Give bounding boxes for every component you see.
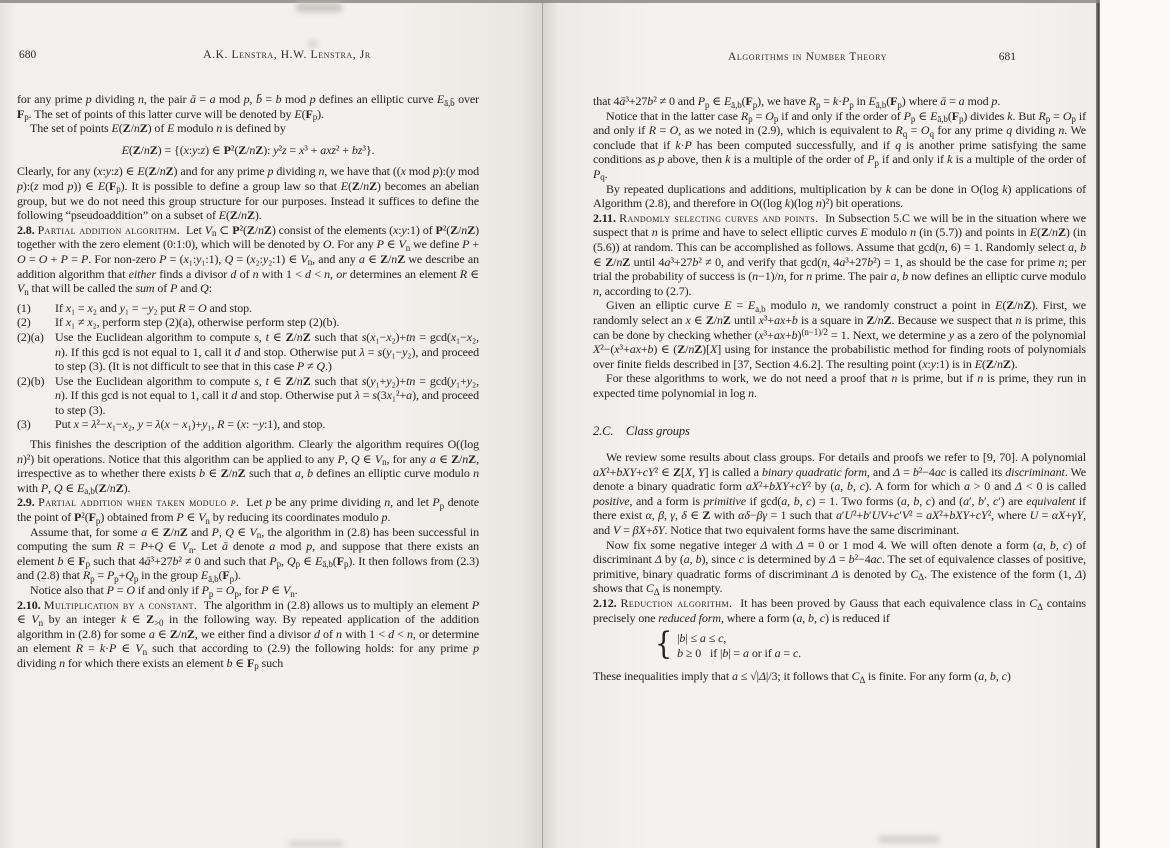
step-text: Use the Euclidean algorithm to compute s, t ∈ Z/nZ such that s(y₁+y₂)+tn = gcd(y₁+y₂, n). If this gcd is not equal to 1, call it d and stop. Otherwise put λ = s(3x₁²+a), and proceed to step (3). [55, 373, 480, 417]
section-paragraph: 2.9. Partial addition when taken modulo p. Let p be any prime dividing n, and let $P_p$ denote the point of $P^2(F_p)$ obtained from P ∈ $V_n$ by reducing its coordinates modulo p. [17, 495, 479, 526]
section-title: Partial addition when taken modulo p. [38, 495, 240, 510]
scan-artifact [308, 40, 317, 48]
paragraph: Notice that in the latter case $R_p = O_p$ if and only if the order of $P_p$ ∈ $E_{ā,b}(F_p)$ divides k. But $R_p = O_p$ if and only if R = O, as we noted in (2.9), which is equivalent to $R_q = O_q$ for any prime q dividing n. We conclude that if k·P has been computed successfully, and if q is another prime satisfying the same conditions as p above, then k is a multiple of the order of $P_p$ if and only if k is a multiple of the order of $P_q$. [593, 108, 1087, 183]
section-title: Reduction algorithm. [620, 596, 733, 610]
page-edge-line [1096, 0, 1100, 848]
right-running-head-row [593, 50, 1086, 64]
section-paragraph: 2.12. Reduction algorithm. It has been proved by Gauss that each equivalence class in $C_\Delta$ contains precisely one reduced form, where a form (a, b, c) is reduced if [593, 596, 1086, 625]
paragraph: Now fix some negative integer Δ with Δ ≡ 0 or 1 mod 4. We will often denote a form (a, b, c) of discriminant Δ by (a, b), since c is determined by Δ = b²−4ac. The set of equivalence classes of positive, primitive, binary quadratic forms of discriminant Δ is denoted by $C_\Delta$. The existence of the form (1, Δ) shows that $C_\Delta$ is nonempty. [593, 537, 1087, 597]
left-page-body [17, 92, 479, 671]
system-line: b ≥ 0 if |b| = a or if a = c. [677, 645, 802, 660]
algorithm-step [17, 301, 479, 316]
right-page-body [593, 94, 1086, 684]
running-head-right: Algorithms in Number Theory [728, 51, 887, 63]
page-number-left: 680 [19, 49, 37, 61]
display-equation-system [655, 627, 1086, 663]
section-title: Multiplication by a constant. [43, 597, 198, 612]
right-column [593, 50, 1086, 684]
left-column [17, 48, 479, 671]
step-label: (2) [17, 315, 31, 330]
paragraph: By repeated duplications and additions, multiplication by k can be done in O(log k) applications of Algorithm (2.8), and therefore in O((log k)(log n)²) bit operations. [593, 181, 1086, 211]
step-label: (2)(a) [17, 329, 44, 344]
gutter-crease [542, 0, 543, 848]
section-number: 2.9. [17, 495, 35, 510]
paragraph: These inequalities imply that a ≤ √|Δ|/3; it follows that $C_\Delta$ is finite. For any form (a, b, c) [593, 669, 1011, 685]
paragraph: for any prime p dividing n, the pair ā = a mod p, b̄ = b mod p defines an elliptic curve $E_{ā,b̄}$ over $F_p$. The set of points of this latter curve will be denoted by $E(F_p)$. [17, 92, 480, 123]
algorithm-step [17, 417, 479, 432]
step-label: (2)(b) [17, 373, 45, 388]
display-equation: E(Z/nZ) = {(x:y:z) ∈ P²(Z/nZ): y²z = x³ + axz² + bz³}. [121, 142, 375, 157]
algorithm-step [17, 374, 479, 418]
left-running-head-row [17, 48, 479, 62]
step-text: If x₁ ≠ x₂, perform step (2)(a), otherwise perform step (2)(b). [55, 315, 340, 330]
step-text: Put x = λ²−x₁−x₂, y = λ(x − x₁)+y₁, R = (x: −y:1), and stop. [55, 417, 326, 432]
section-number: 2.11. [593, 210, 616, 225]
section-title: Partial addition algorithm. [37, 222, 181, 237]
left-brace: { [655, 627, 673, 663]
section-paragraph: 2.10. Multiplication by a constant. The algorithm in (2.8) allows us to multiply an element P ∈ $V_n$ by an integer k ∈ $Z_{>0}$ in the following way. By repeated application of the addition algorithm in (2.8) for some a ∈ Z/nZ, we either find a divisor d of n with 1 < d < n, or determine an element R = k·P ∈ $V_n$ such that according to (2.9) the following holds: for any prime p dividing n for which there exists an element b ∈ $F_p$ such [17, 597, 480, 672]
paragraph: For these algorithms to work, we do not need a proof that n is prime, but if n is prime, they run in expected time polynomial in log n. [593, 371, 1086, 400]
subsection-heading: 2.C. Class groups [593, 424, 690, 439]
section-title: Randomly selecting curves and points. [619, 210, 819, 225]
paragraph: Given an elliptic curve $E = E_{a,b}$ modulo n, we randomly construct a point in E(Z/nZ). First, we randomly select an x ∈ Z/nZ until x³+ax+b is a square in Z/nZ. Because we suspect that n is prime, this can be done by checking whether $(x^3+ax+b)^{(n-1)/2} = 1$. Next, we determine y as a zero of the polynomial X²−(x³+ax+b) ∈ (Z/nZ)[X] using for instance the probabilistic method for finding roots of polynomials over finite fields described in [37, Section 4.6.2]. The resulting point (x:y:1) is in E(Z/nZ). [593, 298, 1087, 371]
system-line: |b| ≤ a ≤ c, [677, 631, 727, 646]
paragraph: Notice also that P = O if and only if $P_p = O_p$, for P ∈ $V_n$. [30, 583, 298, 599]
paragraph: The set of points E(Z/nZ) of E modulo n is defined by [30, 121, 286, 136]
page-number-right: 681 [998, 51, 1016, 63]
scan-artifact [878, 836, 940, 843]
paragraph: Assume that, for some a ∈ Z/nZ and P, Q ∈ $V_n$, the algorithm in (2.8) has been successful in computing the sum R = P+Q ∈ $V_n$. Let ā denote a mod p, and suppose that there exists an element b ∈ $F_p$ such that 4ā³+27b² ≠ 0 and such that $P_p$, $Q_p$ ∈ $E_{ā,b}(F_p)$. It then follows from (2.3) and (2.8) that $R_p = P_p+Q_p$ in the group $E_{ā,b}(F_p)$. [17, 524, 480, 584]
section-paragraph: 2.11. Randomly selecting curves and points. In Subsection 5.C we will be in the situation where we suspect that n is prime and have to select elliptic curves E modulo n (in (5.7)) and points in E(Z/nZ) (in (5.6)) at random. This can be accomplished as follows. Assume that gcd(n, 6) = 1. Randomly select a, b ∈ Z/nZ until 4a³+27b² ≠ 0, and verify that gcd(n, 4a³+27b²) = 1, as should be the case for prime n; per trial the probability of success is (n−1)/n, for n prime. The pair a, b now defines an elliptic curve modulo n, according to (2.7). [593, 210, 1087, 298]
algorithm-step [17, 315, 479, 330]
scan-top-shadow [0, 0, 1100, 3]
section-number: 2.12. [593, 596, 617, 610]
step-text: Use the Euclidean algorithm to compute s, t ∈ Z/nZ such that s(x₁−x₂)+tn = gcd(x₁−x₂, n). If this gcd is not equal to 1, call it d and stop. Otherwise put λ = s(y₁−y₂), and proceed to step (3). (It is not difficult to see that in this case P ≠ Q.) [55, 329, 480, 374]
step-label: (1) [17, 300, 31, 315]
scan-artifact [296, 3, 342, 12]
step-text: If x₁ = x₂ and y₁ = −y₂ put R = O and stop. [55, 300, 252, 315]
paragraph: This finishes the description of the addition algorithm. Clearly the algorithm requires O((log n)²) bit operations. Notice that this algorithm can be applied to any P, Q ∈ $V_n$, for any a ∈ Z/nZ, irrespective as to whether there exists b ∈ Z/nZ such that a, b defines an elliptic curve modulo n with P, Q ∈ $E_{a,b}(Z/nZ)$. [17, 437, 480, 497]
step-label: (3) [17, 417, 31, 432]
paragraph: We review some results about class groups. For details and proofs we refer to [9, 70]. A polynomial aX²+bXY+cY² ∈ Z[X, Y] is called a binary quadratic form, and Δ = b²−4ac is called its discriminant. We denote a binary quadratic form aX²+bXY+cY² by (a, b, c). A form for which a > 0 and Δ < 0 is called positive, and a form is primitive if gcd(a, b, c) = 1. Two forms (a, b, c) and (a′, b′, c′) are equivalent if there exist α, β, γ, δ ∈ Z with αδ−βγ = 1 such that a′U²+b′UV+c′V² = aX²+bXY+cY², where U = αX+γY, and V = βX+δY. Notice that two equivalent forms have the same discriminant. [593, 450, 1087, 538]
section-number: 2.10. [17, 597, 41, 612]
running-head-left: A.K. Lenstra, H.W. Lenstra, Jr [203, 49, 371, 61]
paragraph: that 4ā³+27b² ≠ 0 and $P_p$ ∈ $E_{ā,b}(F_p)$, we have $R_p = k\cdot P_p$ in $E_{ā,b}(F_p)$ where ā = a mod p. [593, 94, 1001, 110]
section-paragraph: 2.8. Partial addition algorithm. Let $V_n$ ⊂ P²(Z/nZ) consist of the elements (x:y:1) of P²(Z/nZ) together with the zero element (0:1:0), which will be denoted by O. For any P ∈ $V_n$ we define P + O = O + P = P. For non-zero P = (x₁:y₁:1), Q = (x₂:y₂:1) ∈ $V_n$, and any a ∈ Z/nZ we describe an addition algorithm that either finds a divisor d of n with 1 < d < n, or determines an element R ∈ $V_n$ that will be called the sum of P and Q: [17, 222, 480, 297]
scan-artifact [288, 841, 344, 847]
next-page-edge [1100, 0, 1170, 848]
algorithm-step [17, 330, 479, 374]
section-number: 2.8. [17, 222, 35, 237]
paragraph: Clearly, for any (x:y:z) ∈ E(Z/nZ) and for any prime p dividing n, we have that ((x mod p):(y mod p):(z mod p)) ∈ $E(F_p)$. It is possible to define a group law so that E(Z/nZ) becomes an abelian group, but we do not need this group structure for our purposes. Instead it suffices to define the following “pseudoaddition” on a subset of E(Z/nZ). [17, 164, 479, 223]
